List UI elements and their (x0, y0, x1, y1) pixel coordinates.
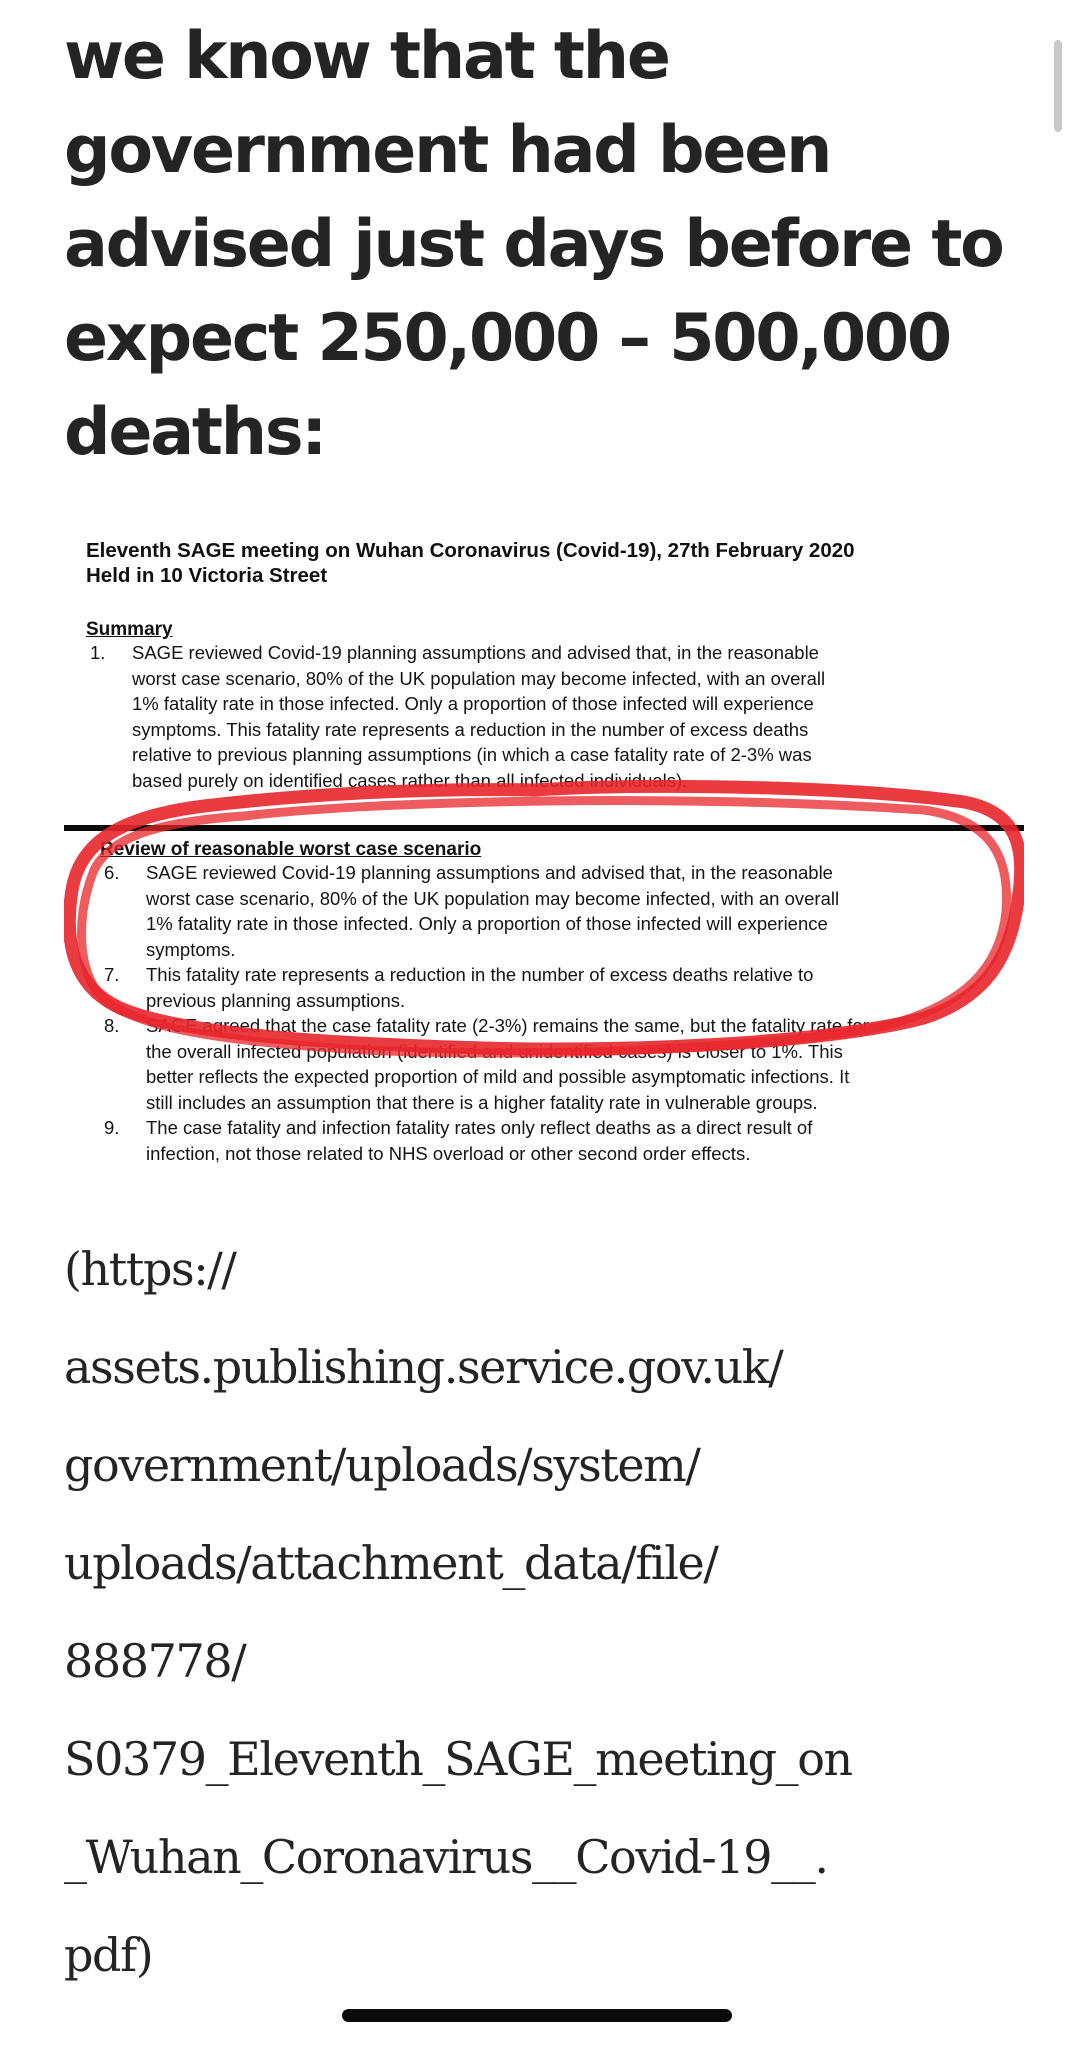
list-item-line: worst case scenario, 80% of the UK population may become infected, with an overall (146, 887, 840, 909)
list-item-line: 1% fatality rate in those infected. Only a proportion of those infected will experience (132, 693, 814, 714)
list-item-line: still includes an assumption that there is a higher fatality rate in vulnerable groups. (146, 1091, 818, 1113)
heading-line: advised just days before to (64, 207, 1003, 282)
heading-line: deaths: (64, 395, 326, 470)
heading-line: government had been (64, 113, 831, 188)
summary-list (86, 640, 986, 793)
list-item-number: 1. (90, 642, 106, 663)
list-item-line: symptoms. This fatality rate represents a reduction in the number of excess deaths (132, 718, 809, 740)
list-item (100, 860, 980, 962)
scrollbar[interactable] (1054, 40, 1062, 132)
document-title-line: Eleventh SAGE meeting on Wuhan Coronavirus (Covid-19), 27th February 2020 (86, 539, 855, 562)
list-item-line: the overall infected population (identified and unidentified cases) is closer to 1%. This (146, 1040, 843, 1062)
list-item (86, 640, 986, 793)
list-item-line: symptoms. (146, 938, 236, 960)
link-line[interactable]: _Wuhan_Coronavirus__Covid-19__. (64, 1830, 828, 1884)
list-item-line: SAGE reviewed Covid-19 planning assumptions and advised that, in the reasonable (146, 862, 833, 883)
article-heading (64, 10, 1024, 480)
list-item (100, 962, 980, 1013)
list-item-number: 7. (104, 964, 120, 985)
link-line[interactable]: assets.publishing.service.gov.uk/ (64, 1340, 783, 1394)
list-item-line: SAGE reviewed Covid-19 planning assumptions and advised that, in the reasonable (132, 642, 819, 663)
section-divider (64, 825, 1024, 831)
list-item-line: The case fatality and infection fatality rates only reflect deaths as a direct result of (146, 1117, 813, 1138)
link-line[interactable]: pdf) (64, 1928, 153, 1982)
pdf-source-link[interactable] (64, 1220, 1024, 2004)
link-line[interactable]: S0379_Eleventh_SAGE_meeting_on (64, 1732, 852, 1786)
heading-line: we know that the (64, 19, 669, 94)
document-title (86, 538, 1016, 588)
list-item-line: worst case scenario, 80% of the UK population may become infected, with an overall (132, 667, 826, 689)
link-line[interactable]: 888778/ (64, 1634, 246, 1688)
list-item (100, 1115, 980, 1166)
list-item-line: infection, not those related to NHS overload or other second order effects. (146, 1142, 751, 1164)
sage-document-image[interactable] (64, 520, 1024, 1180)
list-item-line: better reflects the expected proportion of mild and possible asymptomatic infections. It (146, 1066, 850, 1087)
link-line[interactable]: government/uploads/system/ (64, 1438, 700, 1492)
link-line[interactable]: uploads/attachment_data/file/ (64, 1536, 718, 1590)
list-item-number: 8. (104, 1015, 120, 1036)
list-item-line: relative to previous planning assumptions (in which a case fatality rate of 2-3% was (132, 744, 812, 765)
list-item-line: 1% fatality rate in those infected. Only a proportion of those infected will experience (146, 913, 828, 934)
review-heading: Review of reasonable worst case scenario (100, 839, 482, 860)
list-item-line: based purely on identified cases rather than all infected individuals). (132, 769, 688, 791)
list-item-line: This fatality rate represents a reduction in the number of excess deaths relative to (146, 964, 814, 985)
document-title-line: Held in 10 Victoria Street (86, 564, 328, 587)
link-line[interactable]: (https:// (64, 1242, 236, 1296)
review-list (100, 860, 980, 1166)
list-item (100, 1013, 980, 1115)
list-item-line: SAGE agreed that the case fatality rate (2-3%) remains the same, but the fatality rate for (146, 1015, 869, 1036)
list-item-number: 6. (104, 862, 120, 883)
summary-heading: Summary (86, 619, 173, 640)
heading-line: expect 250,000 – 500,000 (64, 301, 950, 376)
list-item-number: 9. (104, 1117, 120, 1138)
home-indicator[interactable] (342, 2009, 732, 2022)
list-item-line: previous planning assumptions. (146, 989, 406, 1011)
